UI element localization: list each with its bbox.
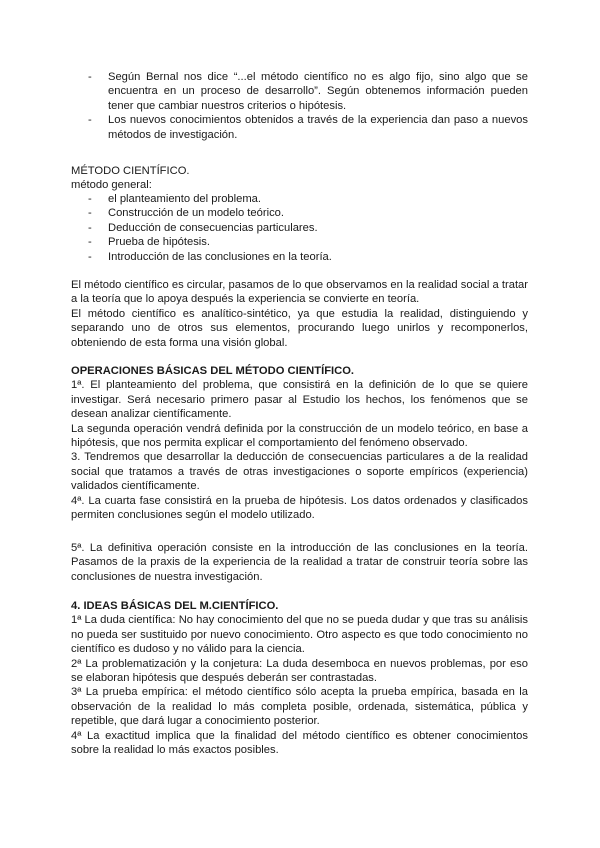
ideas-section <box>71 599 528 757</box>
operaciones-paragraph: 3. Tendremos que desarrollar la deducción de consecuencias particulares a de la realidad social que tratamos a través de otras investigaciones o soporte empíricos (experiencia) validados científicamente. <box>71 451 528 493</box>
intro-bullet-item: - Según Bernal nos dice “...el método científico no es algo fijo, sino algo que se encuentra en un proceso de desarrollo”. Según obtenemos información pueden tener que cambiar nuestros criterios o hipótesis. <box>88 70 528 113</box>
metodo-section <box>71 164 528 193</box>
metodo-title: MÉTODO CIENTÍFICO. <box>71 165 190 177</box>
circular-paragraph <box>71 278 528 350</box>
metodo-subtitle: método general: <box>71 179 152 192</box>
intro-bullet-item: - Los nuevos conocimientos obtenidos a través de la experiencia dan paso a nuevos métodos de investigación. <box>88 113 528 142</box>
circular-paragraph-1: El método científico es circular, pasamos de lo que observamos en la realidad social a tratar a la teoría que lo apoya después la experiencia se convierte en teoría. <box>71 279 528 306</box>
operaciones-paragraph: 4ª. La cuarta fase consistirá en la prueba de hipótesis. Los datos ordenados y clasificados permiten conclusiones según el modelo utilizado. <box>71 494 528 522</box>
operaciones-section <box>71 364 528 522</box>
ideas-paragraph: 1ª La duda científica: No hay conocimiento del que no se pueda dudar y que tras su análisis no pueda ser sustituido por nuevo conocimiento. Otro aspecto es que todo conocimiento no científico es dudoso y no válido para la ciencia. <box>71 614 528 656</box>
intro-bullet-list <box>88 70 528 142</box>
metodo-step-item: - Prueba de hipótesis. <box>88 235 528 249</box>
metodo-step-item: - Deducción de consecuencias particulares. <box>88 221 528 235</box>
ideas-paragraph: 4ª La exactitud implica que la finalidad del método científico es obtener conocimientos sobre la realidad lo más exactos posibles. <box>71 729 528 757</box>
ideas-heading: 4. IDEAS BÁSICAS DEL M.CIENTÍFICO. <box>71 600 279 612</box>
operaciones-paragraph: 1ª. El planteamiento del problema, que consistirá en la definición de lo que se quiere investigar. Será necesario primero pasar al Estudio los hechos, los fenómenos que se desean analizar científicamente. <box>71 379 528 421</box>
ideas-paragraph: 2ª La problematización y la conjetura: La duda desemboca en nuevos problemas, por eso se elaboran hipótesis que después deberán ser contrastadas. <box>71 657 528 685</box>
circular-paragraph-2: El método científico es analítico-sintético, ya que estudia la realidad, distinguiendo y separando uno de otros sus elementos, procurando luego unirlos y recomponerlos, obteniendo de esta forma una visión global. <box>71 307 528 349</box>
metodo-steps-list <box>88 192 528 264</box>
metodo-step-item: - Introducción de las conclusiones en la teoría. <box>88 250 528 264</box>
operaciones-fifth <box>71 541 528 584</box>
operaciones-heading: OPERACIONES BÁSICAS DEL MÉTODO CIENTÍFICO. <box>71 365 355 377</box>
metodo-step-item: - Construcción de un modelo teórico. <box>88 206 528 220</box>
operaciones-paragraph: La segunda operación vendrá definida por la construcción de un modelo teórico, en base a hipótesis, que nos permita explicar el comportamiento del fenómeno observado. <box>71 422 528 450</box>
metodo-step-item: - el planteamiento del problema. <box>88 192 528 206</box>
operaciones-fifth-paragraph: 5ª. La definitiva operación consiste en la introducción de las conclusiones en la teoría. Pasamos de la praxis de la experiencia de la realidad a tratar de construir teoría sobre las conclusiones de nuestra investigación. <box>71 542 528 583</box>
ideas-paragraph: 3ª La prueba empírica: el método científico sólo acepta la prueba empírica, basada en la observación de la realidad lo más completa posible, ordenada, sistemática, pública y repetible, que dará lugar a conocimiento posterior. <box>71 686 528 728</box>
